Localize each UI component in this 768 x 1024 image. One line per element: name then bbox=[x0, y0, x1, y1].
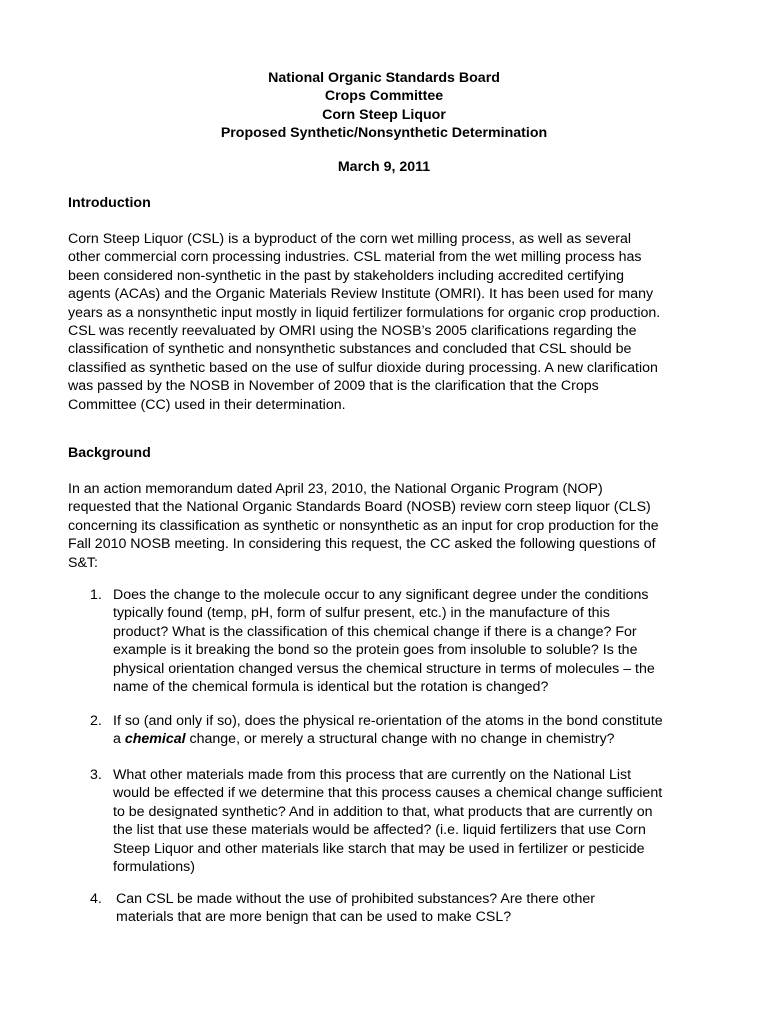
paragraph-line: concerning its classification as synthetic or nonsynthetic as an input for crop production for the bbox=[68, 517, 659, 534]
list-item-line: formulations) bbox=[113, 858, 196, 875]
list-item-line: materials that are more benign that can be used to make CSL? bbox=[116, 909, 512, 926]
paragraph-line: was passed by the NOSB in November of 2009 that is the clarification that the Crops bbox=[68, 378, 599, 395]
list-item-line: would be effected if we determine that this process causes a chemical change sufficient bbox=[113, 785, 663, 802]
header-board-name: National Organic Standards Board bbox=[268, 70, 500, 86]
list-item-line: typically found (temp, pH, form of sulfur present, etc.) in the manufacture of this bbox=[113, 605, 610, 622]
list-item-text bbox=[113, 766, 662, 876]
introduction-heading: Introduction bbox=[68, 195, 151, 211]
list-item-line: Does the change to the molecule occur to any significant degree under the conditions bbox=[113, 587, 649, 603]
paragraph-line: S&T: bbox=[68, 554, 98, 571]
list-item-number: 2. bbox=[90, 713, 102, 729]
list-item-line: Steep Liquor and other materials like starch that may be used in fertilizer or pesticide bbox=[113, 840, 645, 857]
header-subject: Corn Steep Liquor bbox=[322, 106, 446, 123]
list-item-text bbox=[113, 586, 655, 696]
list-item-line: to be designated synthetic? And in addition to that, what products that are currently on bbox=[113, 803, 653, 820]
list-item-number: 3. bbox=[90, 767, 102, 783]
list-item-line-suffix: change, or merely a structural change with no change in chemistry? bbox=[185, 731, 615, 748]
paragraph-line: In an action memorandum dated April 23, 2010, the National Organic Program (NOP) bbox=[68, 481, 603, 497]
list-item-line: If so (and only if so), does the physical re-orientation of the atoms in the bond constitute bbox=[113, 713, 663, 729]
paragraph-line: Committee (CC) used in their determination. bbox=[68, 396, 346, 413]
list-item-line: the list that use these materials would be affected? (i.e. liquid fertilizers that use Corn bbox=[113, 822, 646, 839]
paragraph-line: been considered non-synthetic in the past by stakeholders including accredited certifying bbox=[68, 267, 625, 284]
paragraph-line: classification of synthetic and nonsynthetic substances and concluded that CSL should be bbox=[68, 341, 632, 358]
paragraph-line: CSL was recently reevaluated by OMRI using the NOSB’s 2005 clarifications regarding the bbox=[68, 322, 637, 339]
list-item-text bbox=[113, 712, 663, 749]
list-item-number: 1. bbox=[90, 587, 102, 603]
list-item-line: example is it breaking the bond so the protein goes from insoluble to soluble? Is the bbox=[113, 642, 638, 659]
paragraph-line: agents (ACAs) and the Organic Materials Review Institute (OMRI). It has been used for many bbox=[68, 286, 654, 303]
paragraph-line: Corn Steep Liquor (CSL) is a byproduct of the corn wet milling process, as well as several bbox=[68, 231, 632, 247]
list-item-number: 4. bbox=[90, 891, 102, 907]
background-paragraph bbox=[68, 480, 708, 572]
list-item-line: physical orientation changed versus the chemical structure in terms of molecules – the bbox=[113, 660, 655, 677]
list-item-line: name of the chemical formula is identical but the rotation is changed? bbox=[113, 678, 549, 695]
paragraph-line: other commercial corn processing industries. CSL material from the wet milling process has bbox=[68, 249, 642, 266]
document-date: March 9, 2011 bbox=[337, 159, 431, 175]
paragraph-line: years as a nonsynthetic input mostly in liquid fertilizer formulations for organic crop production. bbox=[68, 304, 661, 321]
introduction-paragraph bbox=[68, 230, 708, 414]
emphasized-word: chemical bbox=[124, 731, 186, 748]
header-committee: Crops Committee bbox=[324, 88, 444, 105]
list-item-text bbox=[116, 890, 595, 927]
list-item-line: What other materials made from this process that are currently on the National List bbox=[113, 767, 632, 783]
list-item-line: product? What is the classification of this chemical change if there is a change? For bbox=[113, 623, 637, 640]
list-item-line-prefix: a bbox=[113, 731, 125, 748]
list-item-line bbox=[113, 730, 663, 748]
list-item-line: Can CSL be made without the use of prohibited substances? Are there other bbox=[116, 891, 595, 907]
background-heading: Background bbox=[68, 445, 151, 461]
header-title: Proposed Synthetic/Nonsynthetic Determination bbox=[220, 125, 548, 142]
paragraph-line: classified as synthetic based on the use of sulfur dioxide during processing. A new clarification bbox=[68, 359, 658, 376]
paragraph-line: Fall 2010 NOSB meeting. In considering this request, the CC asked the following questions of bbox=[68, 536, 656, 553]
document-header bbox=[0, 69, 768, 143]
paragraph-line: requested that the National Organic Standards Board (NOSB) review corn steep liquor (CLS) bbox=[68, 499, 651, 516]
